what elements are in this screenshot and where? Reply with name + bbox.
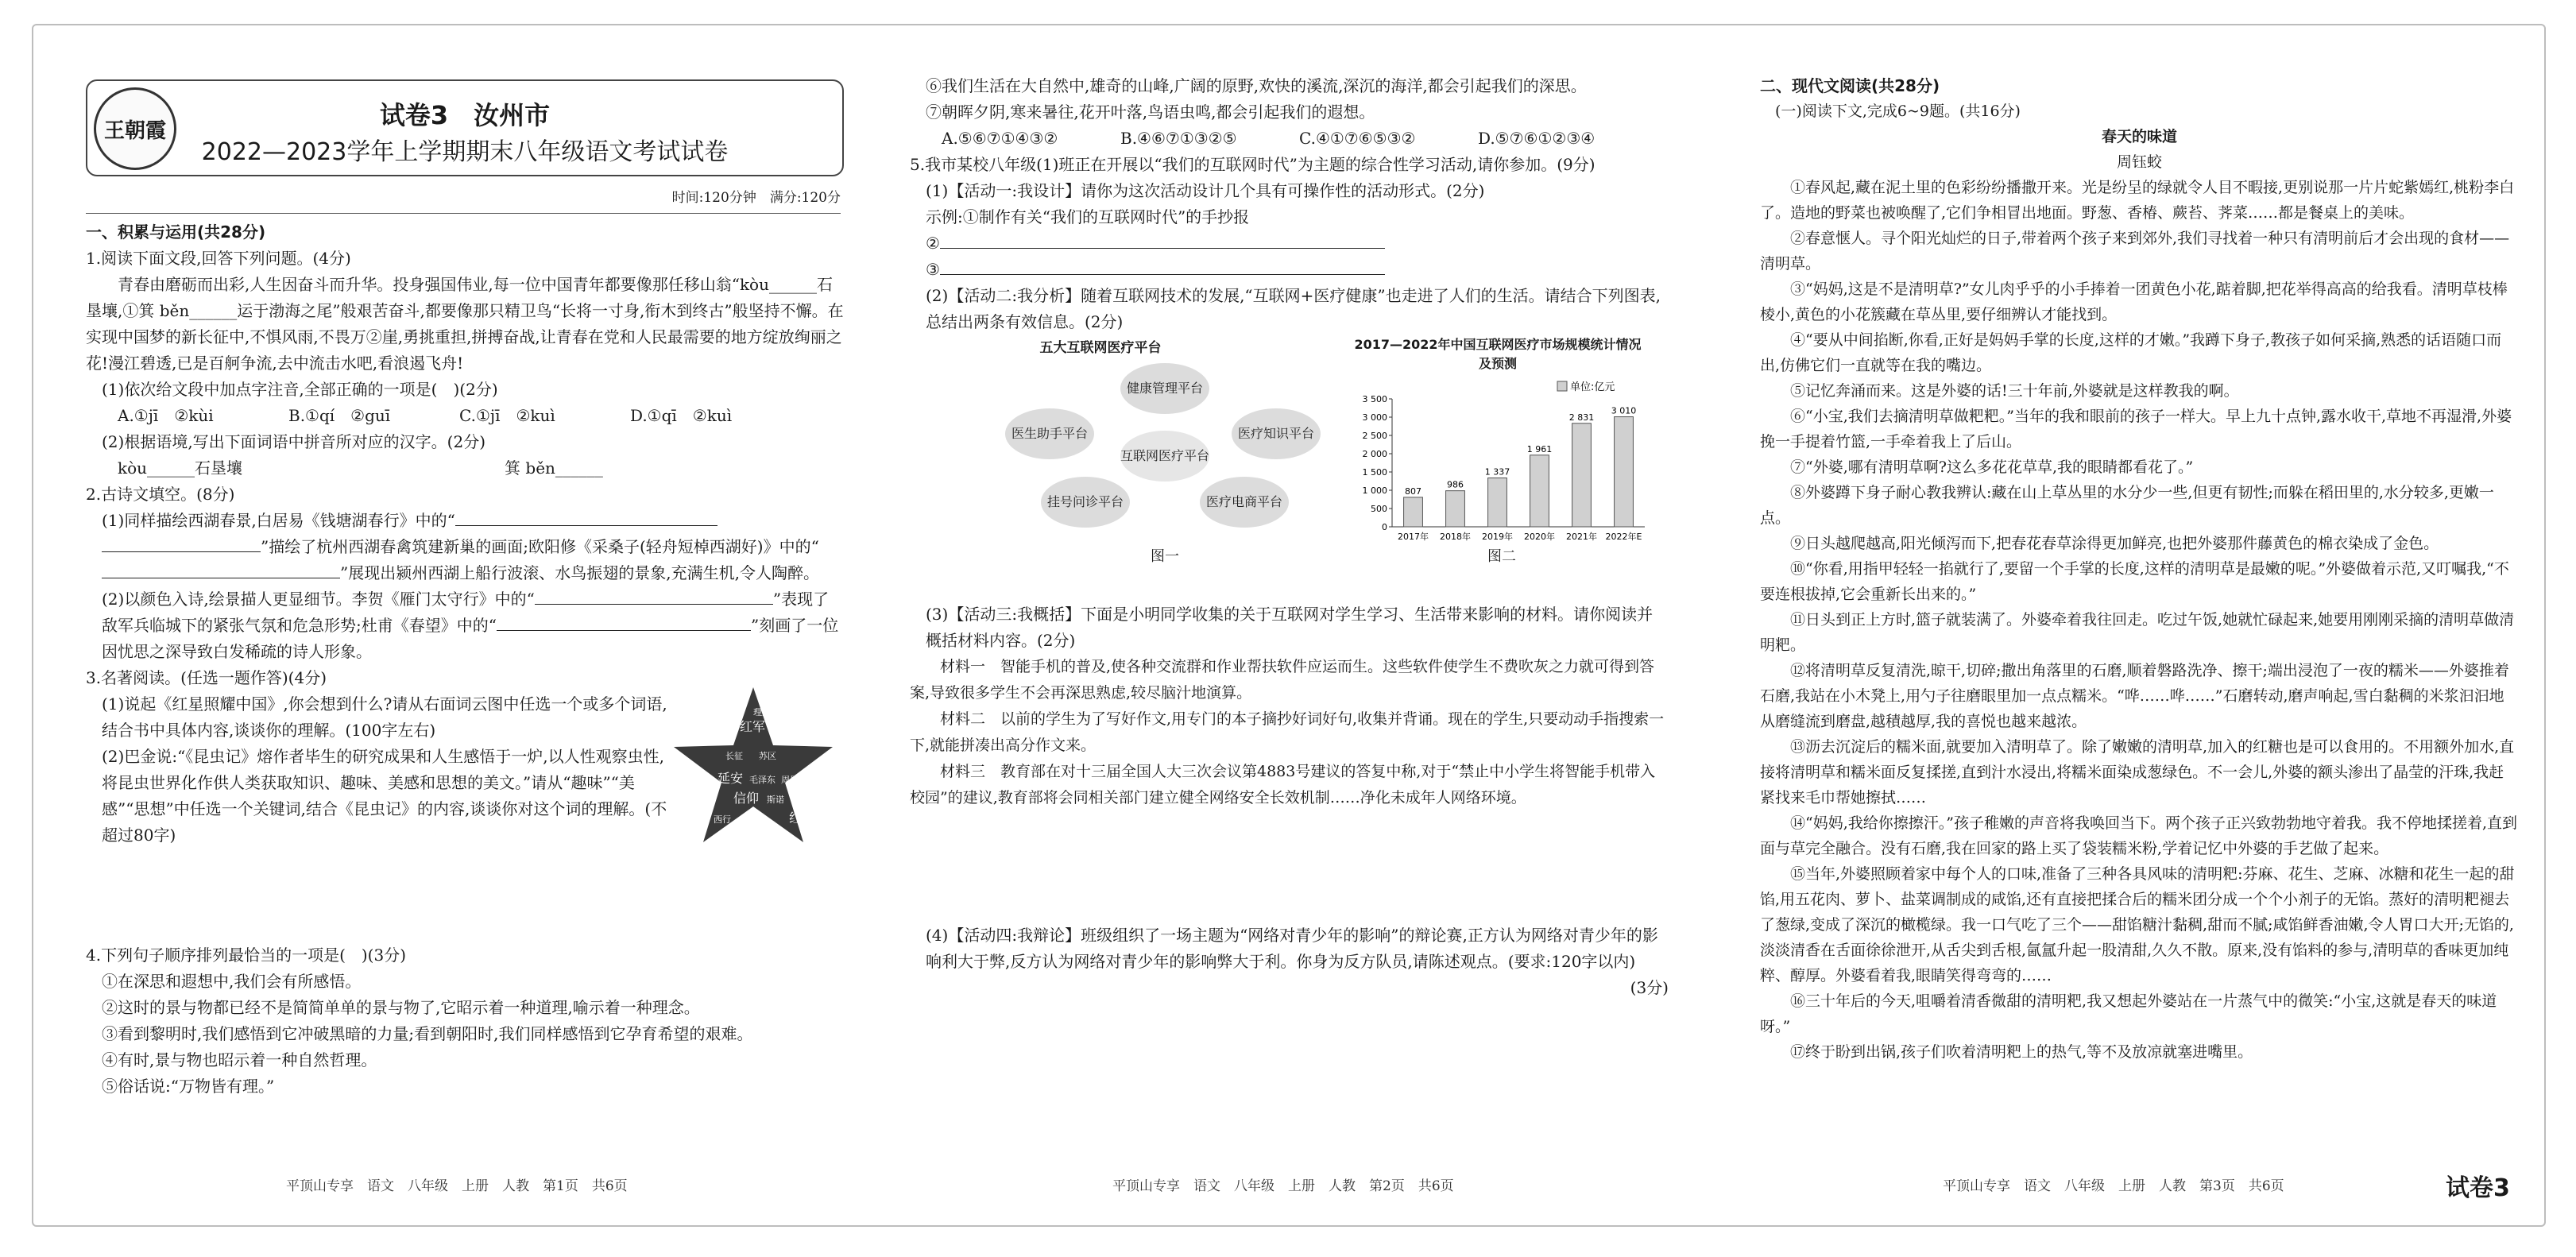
question-1-1: (1)依次给文段中加点字注音,全部正确的一项是( )(2分)	[102, 380, 498, 399]
article-paragraph: ⑬沥去沉淀后的糯米面,就要加入清明草了。除了嫩嫩的清明草,加入的红糖也是可以食用的。不用额外加水,直接将清明草和糯米面反复揉搓,直到汁水浸出,将糯米面染成葱绿色。不一会儿,外婆的额头渗出了晶莹的汗珠,我赶紧找来毛巾帮她擦拭……	[1760, 738, 2515, 806]
y-tick-label: 2 500	[1362, 431, 1387, 441]
y-tick-label: 2 000	[1362, 449, 1387, 459]
y-tick-label: 1 500	[1362, 467, 1387, 478]
article-title: 春天的味道	[2101, 128, 2177, 145]
figure-1-title: 五大互联网医疗平台	[1039, 340, 1162, 356]
node-registration: 挂号问诊平台	[1041, 477, 1130, 528]
y-tick-label: 500	[1371, 504, 1387, 514]
exam-subtitle: 2022—2023学年上学期期末八年级语文考试试卷	[201, 138, 729, 166]
article-paragraph: ②春意惬人。寻个阳光灿烂的日子,带着两个孩子来到郊外,我们寻找着一种只有清明前后才会出现的食材——清明草。	[1760, 230, 2510, 273]
option-d[interactable]: D.①qī ②kuì	[630, 406, 733, 425]
sentence-6: ⑥我们生活在大自然中,雄奇的山峰,广阔的原野,欢快的溪流,深沉的海洋,都会引起我们的深思。	[926, 76, 1587, 95]
article-paragraph: ⑥“小宝,我们去摘清明草做粑粑。”当年的我和眼前的孩子一样大。早上九十点钟,露水收干,草地不再湿滑,外婆挽一手提着竹篮,一手牵着我上了后山。	[1760, 408, 2512, 451]
question-1-options	[86, 403, 845, 429]
answer-blank[interactable]	[497, 613, 751, 631]
column-3	[1760, 73, 2519, 1065]
y-tick-label: 3 500	[1362, 394, 1387, 404]
article-paragraph: ⑭“妈妈,我给你擦擦汗。”孩子稚嫩的声音将我唤回当下。两个孩子正兴致勃勃地守着我。我不停地揉搓着,直到面与草完全融合。没有石磨,我在回家的路上买了袋装糯米粉,学着记忆中外婆的手艺做了起来。	[1760, 814, 2518, 857]
sentence-3: ③看到黎明时,我们感悟到它冲破黑暗的力量;看到朝阳时,我们同样感悟到它孕育希望的艰难。	[102, 1024, 753, 1043]
article-paragraph: ⑤记忆奔涌而来。这是外婆的话!三十年前,外婆就是这样教我的啊。	[1790, 382, 2239, 400]
bar-value-label: 2 831	[1568, 412, 1595, 423]
bar-value-label: 1 337	[1484, 466, 1510, 478]
word-cloud-star	[670, 683, 837, 850]
question-4-title: 4.下列句子顺序排列最恰当的一项是( )(3分)	[86, 946, 407, 965]
blank-kou[interactable]: kòu______石垦壤	[118, 458, 243, 478]
figure-2-caption: 图二	[1487, 548, 1516, 565]
option-a[interactable]: A.①jī ②kùi	[118, 406, 214, 425]
article-paragraph: ①春风起,藏在泥土里的色彩纷纷播撒开来。光是纷呈的绿就令人目不暇接,更别说那一片片蛇紫嫣红,桃粉李白了。造地的野菜也被唤醒了,它们争相冒出地面。野葱、香椿、蕨苔、荠菜……都是餐桌上的美味。	[1760, 179, 2515, 222]
bar	[1615, 417, 1634, 527]
legend-label: 单位:亿元	[1570, 381, 1615, 393]
article-paragraph: ⑰终于盼到出锅,孩子们吹着清明粑上的热气,等不及放凉就塞进嘴里。	[1790, 1043, 2253, 1061]
x-tick-label: 2020年	[1524, 532, 1555, 542]
sentence-4: ④有时,景与物也昭示着一种自然哲理。	[102, 1050, 377, 1069]
question-1-passage: 青春由磨砺而出彩,人生因奋斗而升华。投身强国伟业,每一位中国青年都要像那任移山翁“kòu______石垦壤,①箕 běn______运于渤海之尾”般艰苦奋斗,都要像那只精卫鸟“长将一寸身,衔木到终古”般坚持不懈。在实现中国梦的新长征中,不惧风雨,不畏万②崖,勇挑重担,拼搏奋战,让青春在党和人民最需要的地方绽放绚丽之花!漫江碧透,已是百舸争流,去中流击水吧,看浪遏飞舟!	[86, 275, 844, 373]
question-3-1: (1)说起《红星照耀中国》,你会想到什么?请从右面词云图中任选一个或多个词语,结合书中具体内容,谈谈你的理解。(100字左右)	[102, 694, 667, 740]
node-center: 互联网医疗平台	[1120, 431, 1209, 482]
word-cloud-word: 理想	[753, 707, 771, 717]
article-body	[1760, 175, 2519, 1065]
bar-value-label: 1 961	[1526, 443, 1553, 454]
word-cloud-word: 长征	[725, 751, 743, 761]
exam-title	[87, 95, 842, 132]
footer-page-1: 平顶山专享 语文 八年级 上册 人教 第1页 共6页	[286, 1178, 628, 1194]
city-name: 汝州市	[474, 100, 551, 130]
question-4-cont	[910, 73, 1669, 126]
article-paragraph: ⑮当年,外婆照顾着家中每个人的口味,准备了三种各具风味的清明粑:芬麻、花生、芝麻、冰糖和花生一起的甜馅,用五花肉、萝卜、盐菜调制成的咸馅,还有直接把揉合后的糯米团分成一个个小剂子的无馅。蒸好的清明粑褪去了葱绿,变成了深沉的橄榄绿。我一口气吃了三个——甜馅糖汁黏稠,甜而不腻;咸馅鲜香油嫩,令人胃口大开;无馅的,淡淡清香在舌面徐徐泄开,从舌尖到舌根,氤氲升起一股清甜,久久不散。原来,没有馅料的参与,清明草的香味更加纯粹、醇厚。外婆看着我,眼睛笑得弯弯的……	[1760, 865, 2515, 984]
question-1-title: 1.阅读下面文段,回答下列问题。(4分)	[86, 249, 351, 268]
legend-swatch	[1557, 381, 1567, 391]
activity-4: (4)【活动四:我辩论】班级组织了一场主题为“网络对青少年的影响”的辩论赛,正方认为网络对青少年的影响利大于弊,反方认为网络对青少年的影响弊大于利。你身为反方队员,请陈述观点。(要求:120字以内)	[926, 926, 1658, 971]
y-tick-label: 0	[1382, 522, 1387, 532]
word-cloud-word: 信仰	[733, 791, 760, 806]
q2-2-text-a: (2)以颜色入诗,绘景描人更显细节。李贺《雁门太守行》中的“	[102, 590, 535, 609]
answer-blank[interactable]	[940, 230, 1385, 249]
x-tick-label: 2017年	[1398, 532, 1429, 542]
x-tick-label: 2022年E	[1605, 532, 1642, 542]
article-paragraph: ④“要从中间掐断,你看,正好是妈妈手掌的长度,这样的才嫩。”我蹲下身子,教孩子如何采摘,熟悉的话语随口而出,仿佛它们一直就等在我的嘴边。	[1760, 331, 2502, 374]
node-ecommerce: 医疗电商平台	[1200, 477, 1289, 528]
node-doctor-assist: 医生助手平台	[1005, 408, 1094, 459]
article-paragraph: ⑦“外婆,哪有清明草啊?这么多花花草草,我的眼睛都看花了。”	[1790, 458, 2194, 476]
activity-1-blank-3	[910, 257, 1669, 283]
article-paragraph: ⑩“你看,用指甲轻轻一掐就行了,要留一个手掌的长度,这样的清明草是最嫩的呢。”外婆做着示范,又叮嘱我,“不要连根拔掉,它会重新长出来的。”	[1760, 560, 2509, 603]
bar	[1404, 497, 1423, 527]
q2-1-text-c: ”展现出颍州西湖上船行波滚、水鸟振翅的景象,充满生机,令人陶醉。	[340, 563, 819, 582]
node-medical-knowledge: 医疗知识平台	[1232, 408, 1321, 459]
q2-1-text-a: (1)同样描绘西湖春景,白居易《钱塘湖春行》中的“	[102, 511, 455, 530]
q2-2-text-c: ”刻画了一位因忧思之深导致白发稀疏的诗人形象。	[102, 616, 839, 661]
activity-1: (1)【活动一:我设计】请你为这次活动设计几个具有可操作性的活动形式。(2分)	[926, 181, 1485, 200]
sentence-7: ⑦朝晖夕阴,寒来暑往,花开叶落,鸟语虫鸣,都会引起我们的遐想。	[926, 102, 1375, 122]
column-1	[86, 219, 845, 1100]
bar-value-label: 807	[1405, 485, 1421, 497]
answer-blank[interactable]	[455, 508, 717, 526]
activity-2: (2)【活动二:我分析】随着互联网技术的发展,“互联网+医疗健康”也走进了人们的生活。请结合下列图表,总结出两条有效信息。(2分)	[926, 286, 1661, 331]
column-2	[910, 73, 1669, 1001]
option-d[interactable]: D.⑤⑦⑥①②③④	[1478, 129, 1595, 148]
exam-header	[86, 79, 844, 176]
question-1-2: (2)根据语境,写出下面词语中拼音所对应的汉字。(2分)	[102, 432, 486, 451]
chart-title: 2017—2022年中国互联网医疗市场规模统计情况及预测	[1354, 337, 1642, 371]
logo-text: 王朝霞	[103, 118, 166, 143]
subsection-1: (一)阅读下文,完成6~9题。(共16分)	[1775, 102, 2021, 120]
option-a[interactable]: A.⑤⑥⑦①④③②	[942, 129, 1058, 148]
question-1-2-blanks	[86, 455, 845, 482]
blank-ben[interactable]: 箕 běn______	[505, 458, 603, 478]
question-3-body	[86, 691, 845, 849]
answer-blank[interactable]	[102, 534, 261, 552]
market-size-chart	[1351, 377, 1653, 547]
section-heading-2: 二、现代文阅读(共28分)	[1760, 76, 1940, 95]
figures-area	[910, 335, 1669, 570]
option-b[interactable]: B.④⑥⑦①③②⑤	[1120, 129, 1237, 148]
question-5-title: 5.我市某校八年级(1)班正在开展以“我们的互联网时代”为主题的综合性学习活动,请你参加。(9分)	[910, 155, 1595, 174]
word-cloud-word: 西行	[714, 814, 731, 825]
figure-1-caption: 图一	[1151, 548, 1179, 565]
question-3-2: (2)巴金说:“《昆虫记》熔作者毕生的研究成果和人生感悟于一炉,以人性观察虫性,将昆虫世界化作供人类获取知识、趣味、美感和思想的美文。”请从“趣味”“美感”“思想”中任选一个关键词,结合《昆虫记》的内容,谈谈你对这个词的理解。(不超过80字)	[102, 747, 667, 845]
sentence-1: ①在深思和遐想中,我们会有所感悟。	[102, 972, 362, 991]
option-c[interactable]: C.①jī ②kuì	[459, 406, 555, 425]
answer-blank[interactable]	[940, 257, 1385, 275]
material-3: 材料三 教育部在对十三届全国人大三次会议第4883号建议的答复中称,对于“禁止中小学生将智能手机带入校园”的建议,教育部将会同相关部门建立健全网络安全长效机制……净化未成年人网络环境。	[910, 763, 1656, 806]
activity-3: (3)【活动三:我概括】下面是小明同学收集的关于互联网对学生学习、生活带来影响的材料。请你阅读并概括材料内容。(2分)	[926, 605, 1654, 650]
q2-1-text-b: ”描绘了杭州西湖春禽筑建新巢的画面;欧阳修《采桑子(轻舟短棹西湖好)》中的“	[261, 537, 819, 556]
footer-page-3: 平顶山专享 语文 八年级 上册 人教 第3页 共6页	[1943, 1178, 2284, 1194]
footer-page-2: 平顶山专享 语文 八年级 上册 人教 第2页 共6页	[1112, 1178, 1454, 1194]
sentence-5: ⑤俗话说:“万物皆有理。”	[102, 1077, 275, 1096]
material-2: 材料二 以前的学生为了写好作文,用专门的本子摘抄好词好句,收集并背诵。现在的学生,只要动动手指搜索一下,就能拼凑出高分作文来。	[910, 710, 1665, 754]
material-1: 材料一 智能手机的普及,使各种交流群和作业帮扶软件应运而生。这些软件使学生不费吹灰之力就可得到答案,导致很多学生不会再深思熟虑,较尽脑汁地演算。	[910, 658, 1655, 702]
bar-value-label: 3 010	[1611, 405, 1637, 416]
article-paragraph: ⑨日头越爬越高,阳光倾泻而下,把春花春草涂得更加鲜亮,也把外婆那件藤黄色的棉衣染成了金色。	[1790, 535, 2439, 552]
option-b[interactable]: B.①qí ②guī	[288, 406, 391, 425]
word-cloud-word: 红星	[789, 810, 815, 826]
question-2-title: 2.古诗文填空。(8分)	[86, 485, 235, 504]
word-cloud-word: 革命	[745, 818, 763, 829]
bar	[1530, 455, 1549, 527]
activity-1-example: 示例:①制作有关“我们的互联网时代”的手抄报	[926, 207, 1250, 226]
article-paragraph: ⑯三十年后的今天,咀嚼着清香微甜的清明粑,我又想起外婆站在一片蒸气中的微笑:“小宝,这就是春天的味道呀。”	[1760, 992, 2497, 1035]
question-2-2	[86, 586, 845, 665]
section-heading: 一、积累与运用(共28分)	[86, 222, 266, 242]
header-divider	[86, 213, 841, 214]
x-tick-label: 2019年	[1482, 532, 1513, 542]
question-4-items	[86, 969, 845, 1100]
word-cloud-word: 红军	[740, 719, 766, 734]
answer-blank[interactable]	[535, 586, 773, 605]
node-health-mgmt: 健康管理平台	[1120, 363, 1209, 414]
article-paragraph: ③“妈妈,这是不是清明草?”女儿肉乎乎的小手捧着一团黄色小花,踮着脚,把花举得高高的给我看。清明草枝棒棱小,黄色的小花簇藏在草丛里,要仔细辨认才能找到。	[1760, 280, 2508, 323]
word-cloud-word: 苏区	[759, 751, 776, 761]
question-3-title: 3.名著阅读。(任选一题作答)(4分)	[86, 668, 327, 687]
article-paragraph: ⑪日头到正上方时,篮子就装满了。外婆牵着我往回走。吃过午饭,她就忙碌起来,她要用刚刚采摘的清明草做清明粑。	[1760, 611, 2515, 654]
paper-label: 试卷3	[379, 100, 449, 130]
bar	[1446, 491, 1465, 527]
word-cloud-word: 毛泽东	[749, 775, 776, 785]
x-tick-label: 2021年	[1566, 532, 1597, 542]
word-cloud-word: 斯诺	[767, 795, 784, 805]
x-tick-label: 2018年	[1440, 532, 1471, 542]
article-paragraph: ⑫将清明草反复清洗,晾干,切碎;撒出角落里的石磨,顺着磐路洗净、擦干;端出浸泡了一夜的糯米——外婆推着石磨,我站在小木凳上,用勺子往磨眼里加一点点糯米。“哗……哗……”石磨转动,磨声响起,雪白黏稠的米浆汩汩地从磨缝流到磨盘,越積越厚,我的喜悦也越来越浓。	[1760, 662, 2509, 730]
time-info: 时间:120分钟 满分:120分	[671, 190, 841, 206]
y-tick-label: 3 000	[1362, 412, 1387, 423]
paper-badge: 试卷3	[2446, 1174, 2510, 1202]
y-tick-label: 1 000	[1362, 485, 1387, 496]
question-4-options	[910, 126, 1669, 152]
blank-label-3: ③	[926, 260, 940, 279]
option-c[interactable]: C.④①⑦⑥⑤③②	[1299, 129, 1416, 148]
activity-1-blank-2	[910, 230, 1669, 257]
question-2-1	[86, 508, 845, 586]
article-author: 周钰蛟	[2116, 153, 2162, 171]
sentence-2: ②这时的景与物都已经不是简简单单的景与物了,它昭示着一种道理,喻示着一种理念。	[102, 998, 700, 1017]
answer-blank[interactable]	[102, 560, 340, 578]
blank-label-2: ②	[926, 234, 940, 253]
activity-4-score: (3分)	[1630, 978, 1669, 997]
q2-2-text-b: ”表现了敌军兵临城下的紧张气氛和危急形势;杜甫《春望》中的“	[102, 590, 830, 635]
word-cloud-word: 延安	[717, 771, 744, 786]
bar	[1572, 424, 1592, 527]
bar-value-label: 986	[1447, 479, 1464, 490]
article-paragraph: ⑧外婆蹲下身子耐心教我辨认:藏在山上草丛里的水分少一些,但更有韧性;而躲在稻田里的,水分较多,更嫩一点。	[1760, 484, 2494, 527]
word-cloud-word: 周恩来	[781, 775, 807, 785]
bar	[1488, 478, 1507, 527]
